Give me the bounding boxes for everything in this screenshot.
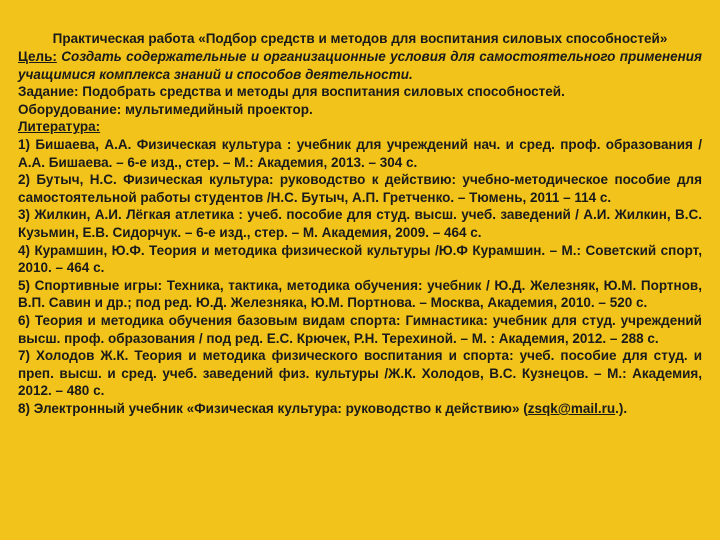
equipment-paragraph: Оборудование: мультимедийный проектор. — [18, 101, 313, 117]
literature-item-8-tail: .). — [615, 400, 628, 416]
literature-heading: Литература: — [18, 119, 101, 135]
goal-text: Создать содержательные и организационные условия для самостоятельного применения учащимися комплекса знаний и способов деятельности. — [18, 49, 702, 82]
goal-label: Цель: — [18, 49, 57, 64]
literature-item-8-text: 8) Электронный учебник «Физическая культура: руководство к действию» ( — [18, 400, 528, 416]
document-body — [18, 48, 702, 417]
page-title: Практическая работа «Подбор средств и методов для воспитания силовых способностей» — [52, 31, 668, 46]
email-link[interactable]: zsqk@mail.ru — [527, 400, 616, 416]
literature-item-7: 7) Холодов Ж.К. Теория и методика физического воспитания и спорта: учеб. пособие для студ. и преп. высш. и сред. учеб. заведений физ. культуры /Ж.К. Холодов, В.С. Кузнецов. – М.: Академия, 2012. – 480 с. — [18, 348, 702, 399]
literature-item-8 — [18, 400, 702, 418]
literature-item-4: 4) Курамшин, Ю.Ф. Теория и методика физической культуры /Ю.Ф Курамшин. – М.: Советский спорт, 2010. – 464 с. — [18, 242, 702, 276]
literature-item-1: 1) Бишаева, А.А. Физическая культура : учебник для учреждений нач. и сред. проф. образования / А.А. Бишаева. – 6-е изд., стер. – М.: Академия, 2013. – 304 с. — [18, 136, 702, 170]
literature-item-6: 6) Теория и методика обучения базовым видам спорта: Гимнастика: учебник для студ. учреждений высш. проф. образования / под ред. Е.С. Крючек, Р.Н. Терехиной. – М. : Академия, 2012. – 288 с. — [18, 312, 702, 346]
goal-paragraph — [18, 48, 702, 83]
literature-item-3: 3) Жилкин, А.И. Лёгкая атлетика : учеб. пособие для студ. высш. учеб. заведений / А.И. Жилкин, В.С. Кузьмин, Е.В. Сидорчук. – 6-е изд., стер. – М. Академия, 2009. – 464 с. — [18, 207, 702, 240]
task-paragraph: Задание: Подобрать средства и методы для воспитания силовых способностей. — [18, 84, 565, 100]
literature-item-5: 5) Спортивные игры: Техника, тактика, методика обучения: учебник / Ю.Д. Железняк, Ю.М. Портнов, В.П. Савин и др.; под ред. Ю.Д. Железняка, Ю.М. Портнова. – Москва, Академия, 2010. – 520 с. — [18, 277, 702, 311]
literature-item-2: 2) Бутыч, Н.С. Физическая культура: руководство к действию: учебно-методическое пособие для самостоятельной работы студентов /Н.С. Бутыч, А.П. Гретченко. – Тюмень, 2011 – 114 с. — [18, 172, 702, 205]
